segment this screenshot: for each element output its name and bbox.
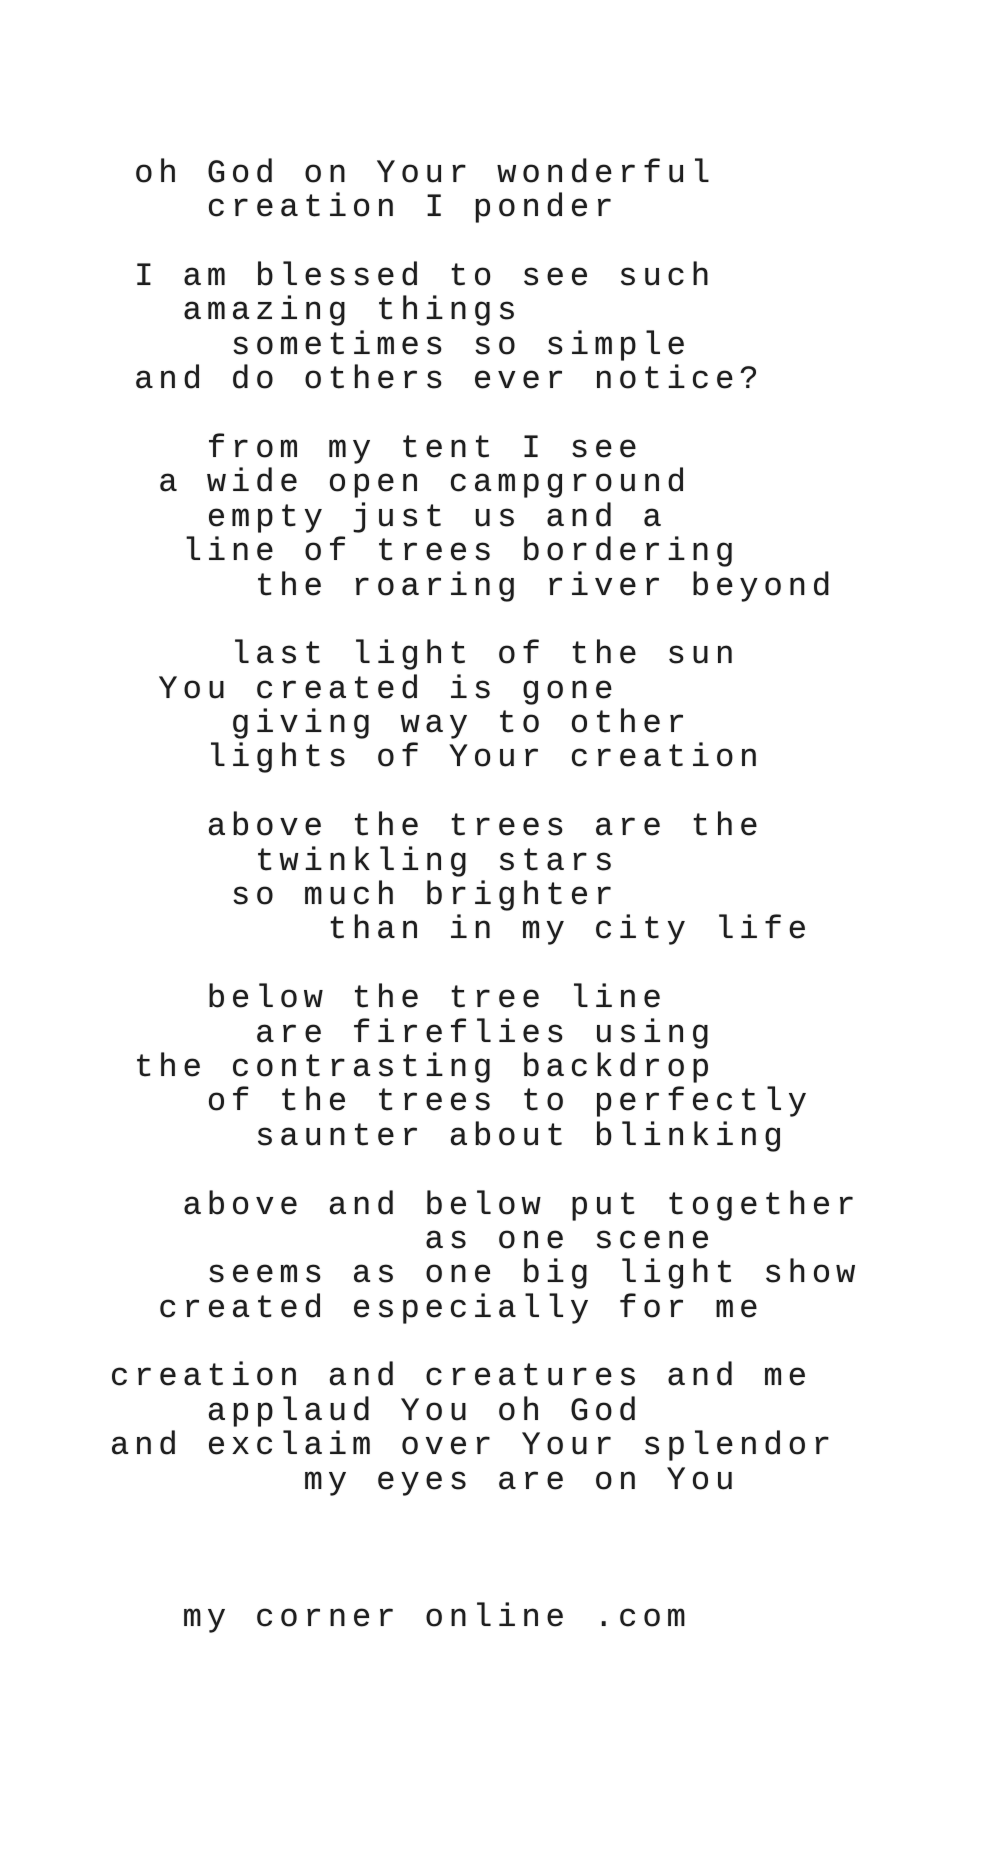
poem-line: a wide open campground <box>110 464 691 502</box>
poem-line: amazing things <box>110 292 522 330</box>
poem-line: and exclaim over Your splendor <box>110 1427 837 1465</box>
poem-line: empty just us and a <box>110 498 667 536</box>
poem-stanza <box>110 429 860 605</box>
poem-stanza <box>110 1186 861 1327</box>
poem-line: last light of the sun <box>110 636 740 674</box>
poem-line: You created is gone <box>110 670 619 708</box>
poem-line: saunter about blinking <box>110 1117 788 1155</box>
poem-line: twinkling stars <box>110 842 619 880</box>
poem-stanza <box>110 257 860 399</box>
poem-stanza <box>110 154 860 227</box>
poem-line: than in my city life <box>110 911 812 949</box>
poem-line: creation and creatures and me <box>110 1358 812 1396</box>
poem-stanza <box>110 638 860 776</box>
poem-line: as one scene <box>110 1220 716 1258</box>
poem <box>110 88 860 1670</box>
poem-line: from my tent I see <box>110 429 643 467</box>
poem-line: giving way to other <box>110 705 691 743</box>
poem-stanzas <box>110 154 861 1499</box>
poem-line: the roaring river beyond <box>110 567 837 605</box>
poem-line: are fireflies using <box>110 1014 716 1052</box>
poem-line: applaud You oh God <box>110 1392 643 1430</box>
poem-line: so much brighter <box>110 877 619 915</box>
poem-stanza <box>110 1360 860 1498</box>
poem-line: oh God on Your wonderful <box>110 154 716 192</box>
poem-line: below the tree line <box>110 980 667 1018</box>
poem-line: of the trees to perfectly <box>110 1083 812 1121</box>
site-credit: my corner online .com <box>110 1599 691 1637</box>
poem-stanza <box>110 982 860 1154</box>
poem-line: creation I ponder <box>110 189 619 227</box>
poem-line: and do others ever notice? <box>110 361 764 399</box>
poem-line: I am blessed to see such <box>110 257 716 295</box>
poem-line: above and below put together <box>110 1186 861 1224</box>
poem-line: sometimes so simple <box>110 326 691 364</box>
poem-line: my eyes are on You <box>110 1461 740 1499</box>
poem-line: line of trees bordering <box>110 533 740 571</box>
poem-line: above the trees are the <box>110 808 764 846</box>
poem-line: the contrasting backdrop <box>110 1048 716 1086</box>
poem-line: created especially for me <box>110 1289 764 1327</box>
poem-line: seems as one big light show <box>110 1255 861 1293</box>
poem-line: lights of Your creation <box>110 739 764 777</box>
poem-stanza <box>110 810 860 948</box>
